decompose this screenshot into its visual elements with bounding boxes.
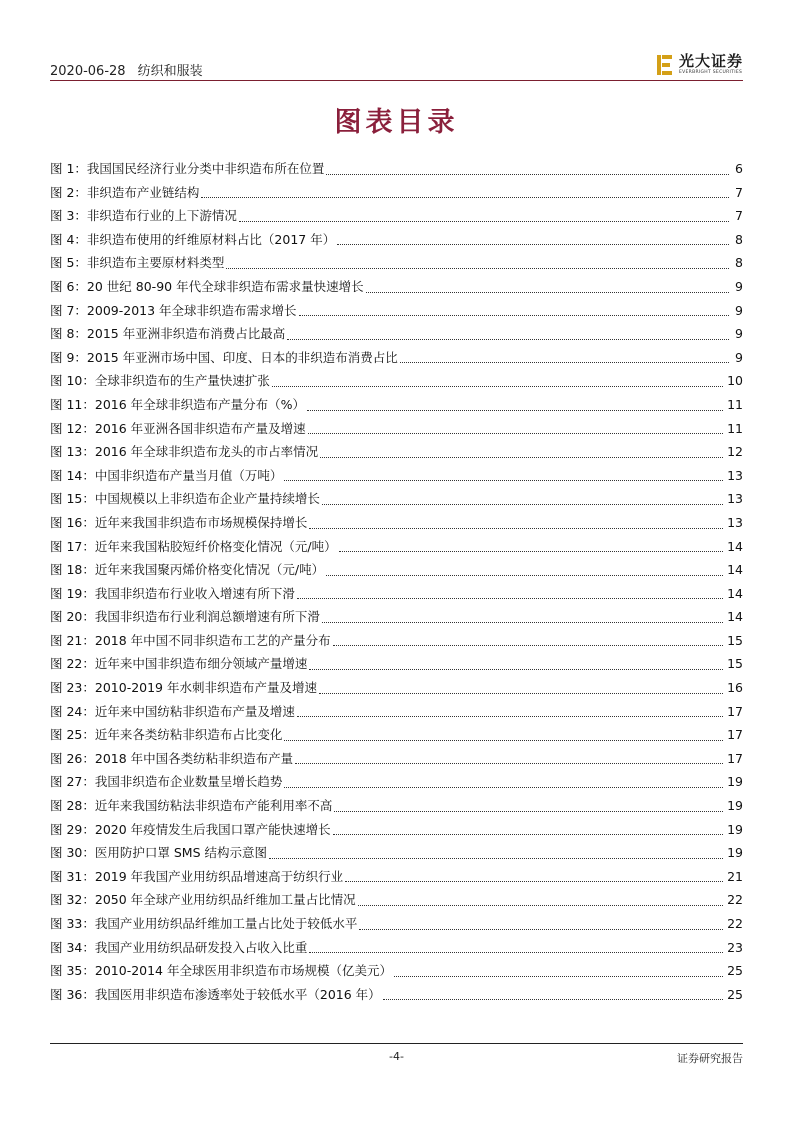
toc-entry[interactable] — [50, 841, 743, 865]
toc-leader-dots — [320, 457, 723, 458]
toc-entry-label[interactable]: 图 32：2050 年全球产业用纺织品纤维加工量占比情况 — [50, 892, 356, 908]
toc-entry[interactable] — [50, 629, 743, 653]
toc-entry[interactable] — [50, 157, 743, 181]
toc-entry-label[interactable]: 图 8：2015 年亚洲非织造布消费占比最高 — [50, 326, 286, 342]
toc-leader-dots — [309, 669, 723, 670]
toc-entry-page[interactable]: 14 — [727, 538, 743, 554]
toc-entry-page[interactable]: 23 — [727, 939, 743, 955]
toc-leader-dots — [284, 740, 723, 741]
toc-entry-label[interactable]: 图 23：2010-2019 年水刺非织造布产量及增速 — [50, 680, 317, 696]
toc-entry-page[interactable]: 25 — [727, 963, 743, 979]
toc-entry-label[interactable]: 图 21：2018 年中国不同非织造布工艺的产量分布 — [50, 632, 331, 648]
toc-entry-label[interactable]: 图 19：我国非织造布行业收入增速有所下滑 — [50, 585, 295, 601]
toc-entry[interactable] — [50, 417, 743, 441]
toc-leader-dots — [269, 858, 723, 859]
toc-entry-page[interactable]: 9 — [735, 326, 743, 342]
toc-leader-dots — [284, 480, 723, 481]
toc-entry-page[interactable]: 22 — [727, 892, 743, 908]
toc-leader-dots — [308, 433, 723, 434]
toc-leader-dots — [322, 504, 723, 505]
toc-entry[interactable] — [50, 558, 743, 582]
toc-entry-page[interactable]: 7 — [735, 208, 743, 224]
toc-entry-label[interactable]: 图 1：我国国民经济行业分类中非织造布所在位置 — [50, 161, 325, 176]
toc-leader-dots — [295, 763, 723, 764]
toc-leader-dots — [358, 905, 723, 906]
toc-entry-page[interactable]: 10 — [727, 373, 743, 389]
toc-entry-page[interactable]: 11 — [727, 420, 743, 436]
logo-name-cn: 光大证券 — [678, 52, 743, 71]
toc-leader-dots — [287, 339, 729, 340]
toc-entry-page[interactable]: 13 — [727, 491, 743, 507]
everbright-logo-icon — [656, 54, 674, 76]
toc-entry[interactable] — [50, 770, 743, 794]
toc-entry-page[interactable]: 17 — [727, 703, 743, 719]
toc-entry[interactable] — [50, 299, 743, 323]
toc-entry-label[interactable]: 图 35：2010-2014 年全球医用非织造布市场规模（亿美元） — [50, 963, 392, 979]
toc-entry-page[interactable]: 16 — [727, 680, 743, 696]
toc-leader-dots — [307, 410, 723, 411]
page-title: 图表目录 — [334, 107, 459, 138]
toc-leader-dots — [326, 575, 723, 576]
toc-entry-label[interactable]: 图 24：近年来中国纺粘非织造布产量及增速 — [50, 703, 295, 719]
toc-entry[interactable] — [50, 582, 743, 606]
toc-entry-label[interactable]: 图 10：全球非织造布的生产量快速扩张 — [50, 373, 270, 389]
header-info — [50, 60, 203, 79]
toc-entry-label[interactable]: 图 15：中国规模以上非织造布企业产量持续增长 — [50, 491, 320, 507]
toc-entry[interactable] — [50, 511, 743, 535]
toc-entry[interactable] — [50, 959, 743, 983]
toc-leader-dots — [299, 315, 729, 316]
toc-entry-label[interactable]: 图 3：非织造布行业的上下游情况 — [50, 208, 237, 224]
toc-entry-label[interactable]: 图 2：非织造布产业链结构 — [50, 184, 200, 200]
toc-leader-dots — [201, 197, 729, 198]
toc-entry-page[interactable]: 9 — [735, 349, 743, 365]
toc-entry[interactable] — [50, 723, 743, 747]
toc-entry-label[interactable]: 图 25：近年来各类纺粘非织造布占比变化 — [50, 727, 283, 743]
toc-entry-label[interactable]: 图 4：非织造布使用的纤维原材料占比（2017 年） — [50, 231, 336, 247]
toc-entry-page[interactable]: 8 — [735, 231, 743, 247]
toc-entry-label[interactable]: 图 13：2016 年全球非织造布龙头的市占率情况 — [50, 444, 319, 460]
toc-leader-dots — [333, 834, 723, 835]
toc-entry[interactable] — [50, 700, 743, 724]
toc-entry[interactable] — [50, 181, 743, 205]
toc-entry-label[interactable]: 图 6：20 世纪 80-90 年代全球非织造布需求量快速增长 — [50, 278, 364, 294]
toc-entry-label[interactable]: 图 12：2016 年亚洲各国非织造布产量及增速 — [50, 420, 306, 436]
toc-entry-label[interactable]: 图 20：我国非织造布行业利润总额增速有所下滑 — [50, 609, 320, 625]
toc-entry-label[interactable]: 图 31：2019 年我国产业用纺织品增速高于纺织行业 — [50, 868, 344, 884]
toc-entry[interactable] — [50, 487, 743, 511]
toc-entry-label[interactable]: 图 9：2015 年亚洲市场中国、印度、日本的非织造布消费占比 — [50, 349, 398, 365]
toc-entry[interactable] — [50, 983, 743, 1007]
toc-entry[interactable] — [50, 346, 743, 370]
toc-entry-label[interactable]: 图 14：中国非织造布产量当月值（万吨） — [50, 467, 283, 483]
toc-entry-page[interactable]: 14 — [727, 609, 743, 625]
toc-entry-label[interactable]: 图 16：近年来我国非织造布市场规模保持增长 — [50, 514, 308, 530]
toc-entry-label[interactable]: 图 5：非织造布主要原材料类型 — [50, 255, 225, 271]
toc-entry-label[interactable]: 图 18：近年来我国聚丙烯价格变化情况（元/吨） — [50, 562, 325, 578]
logo-name-en: EVERBRIGHT SECURITIES — [678, 70, 743, 76]
page-header — [50, 52, 743, 80]
toc-entry-label[interactable]: 图 11：2016 年全球非织造布产量分布（%） — [50, 396, 306, 412]
toc-leader-dots — [337, 244, 729, 245]
toc-leader-dots — [394, 976, 723, 977]
toc-leader-dots — [297, 716, 723, 717]
toc-leader-dots — [333, 645, 723, 646]
report-type: 证券研究报告 — [677, 1052, 743, 1065]
toc-entry[interactable] — [50, 440, 743, 464]
toc-leader-dots — [326, 174, 729, 175]
toc-entry[interactable] — [50, 204, 743, 228]
footer-divider — [50, 1043, 743, 1044]
toc-entry[interactable] — [50, 747, 743, 771]
company-logo — [656, 52, 743, 78]
toc-entry[interactable] — [50, 818, 743, 842]
industry-name: 纺织和服装 — [137, 64, 203, 79]
toc-leader-dots — [297, 598, 723, 599]
toc-entry[interactable] — [50, 888, 743, 912]
page-number: -4- — [389, 1050, 404, 1063]
toc-entry[interactable] — [50, 228, 743, 252]
toc-entry-page[interactable]: 13 — [727, 514, 743, 530]
toc-entry-page[interactable]: 9 — [735, 302, 743, 318]
toc-entry-label[interactable]: 图 27：我国非织造布企业数量呈增长趋势 — [50, 774, 283, 790]
toc-entry[interactable] — [50, 605, 743, 629]
toc-entry-page[interactable]: 17 — [727, 750, 743, 766]
toc-entry-page[interactable]: 13 — [727, 467, 743, 483]
toc-entry[interactable] — [50, 865, 743, 889]
toc-entry-label[interactable]: 图 29：2020 年疫情发生后我国口罩产能快速增长 — [50, 821, 331, 837]
toc-leader-dots — [309, 952, 723, 953]
toc-entry-label[interactable]: 图 33：我国产业用纺织品纤维加工量占比处于较低水平 — [50, 916, 358, 931]
toc-entry[interactable] — [50, 322, 743, 346]
toc-entry[interactable] — [50, 936, 743, 960]
toc-leader-dots — [383, 999, 723, 1000]
toc-entry-page[interactable]: 15 — [727, 632, 743, 648]
toc-entry-page[interactable]: 22 — [727, 916, 743, 931]
toc-entry-label[interactable]: 图 17：近年来我国粘胶短纤价格变化情况（元/吨） — [50, 538, 337, 554]
toc-entry-page[interactable]: 21 — [727, 868, 743, 884]
toc-leader-dots — [400, 362, 729, 363]
toc-entry-page[interactable]: 19 — [727, 821, 743, 837]
toc-entry[interactable] — [50, 393, 743, 417]
toc-leader-dots — [334, 811, 723, 812]
toc-leader-dots — [366, 292, 729, 293]
toc-entry-page[interactable]: 11 — [727, 396, 743, 412]
toc-entry-label[interactable]: 图 26：2018 年中国各类纺粘非织造布产量 — [50, 750, 294, 766]
toc-entry-page[interactable]: 8 — [735, 255, 743, 271]
toc-leader-dots — [239, 221, 729, 222]
toc-entry-label[interactable]: 图 22：近年来中国非织造布细分领域产量增速 — [50, 656, 308, 672]
toc-entry[interactable] — [50, 251, 743, 275]
header-divider — [50, 80, 743, 81]
toc-entry-page[interactable]: 14 — [727, 562, 743, 578]
toc-entry-label[interactable]: 图 36：我国医用非织造布渗透率处于较低水平（2016 年） — [50, 986, 381, 1002]
toc-leader-dots — [339, 551, 724, 552]
toc-entry[interactable] — [50, 912, 743, 936]
toc-entry-label[interactable]: 图 28：近年来我国纺粘法非织造布产能利用率不高 — [50, 798, 333, 814]
toc-entry-page[interactable]: 7 — [735, 184, 743, 200]
toc-entry-label[interactable]: 图 30：医用防护口罩 SMS 结构示意图 — [50, 845, 267, 861]
toc-entry-page[interactable]: 14 — [727, 585, 743, 601]
toc-entry-page[interactable]: 19 — [727, 798, 743, 814]
toc-entry[interactable] — [50, 275, 743, 299]
table-of-figures — [50, 157, 743, 1006]
toc-leader-dots — [272, 386, 723, 387]
toc-leader-dots — [309, 528, 723, 529]
toc-entry[interactable] — [50, 676, 743, 700]
toc-leader-dots — [284, 787, 723, 788]
toc-leader-dots — [359, 929, 723, 930]
toc-entry-page[interactable]: 17 — [727, 727, 743, 743]
toc-entry[interactable] — [50, 464, 743, 488]
toc-entry-page[interactable]: 19 — [727, 845, 743, 861]
toc-leader-dots — [226, 268, 729, 269]
toc-leader-dots — [319, 693, 723, 694]
toc-entry-page[interactable]: 19 — [727, 774, 743, 790]
toc-entry[interactable] — [50, 535, 743, 559]
toc-entry-page[interactable]: 9 — [735, 278, 743, 294]
toc-entry-label[interactable]: 图 7：2009-2013 年全球非织造布需求增长 — [50, 302, 297, 318]
toc-entry-page[interactable]: 12 — [727, 444, 743, 460]
toc-leader-dots — [322, 622, 723, 623]
toc-entry-page[interactable]: 25 — [727, 986, 743, 1002]
report-date: 2020-06-28 — [50, 64, 126, 79]
toc-leader-dots — [345, 881, 723, 882]
toc-entry[interactable] — [50, 794, 743, 818]
toc-entry[interactable] — [50, 369, 743, 393]
toc-entry[interactable] — [50, 652, 743, 676]
toc-entry-page[interactable]: 15 — [727, 656, 743, 672]
toc-entry-page[interactable]: 6 — [735, 161, 743, 176]
toc-entry-label[interactable]: 图 34：我国产业用纺织品研发投入占收入比重 — [50, 939, 308, 955]
